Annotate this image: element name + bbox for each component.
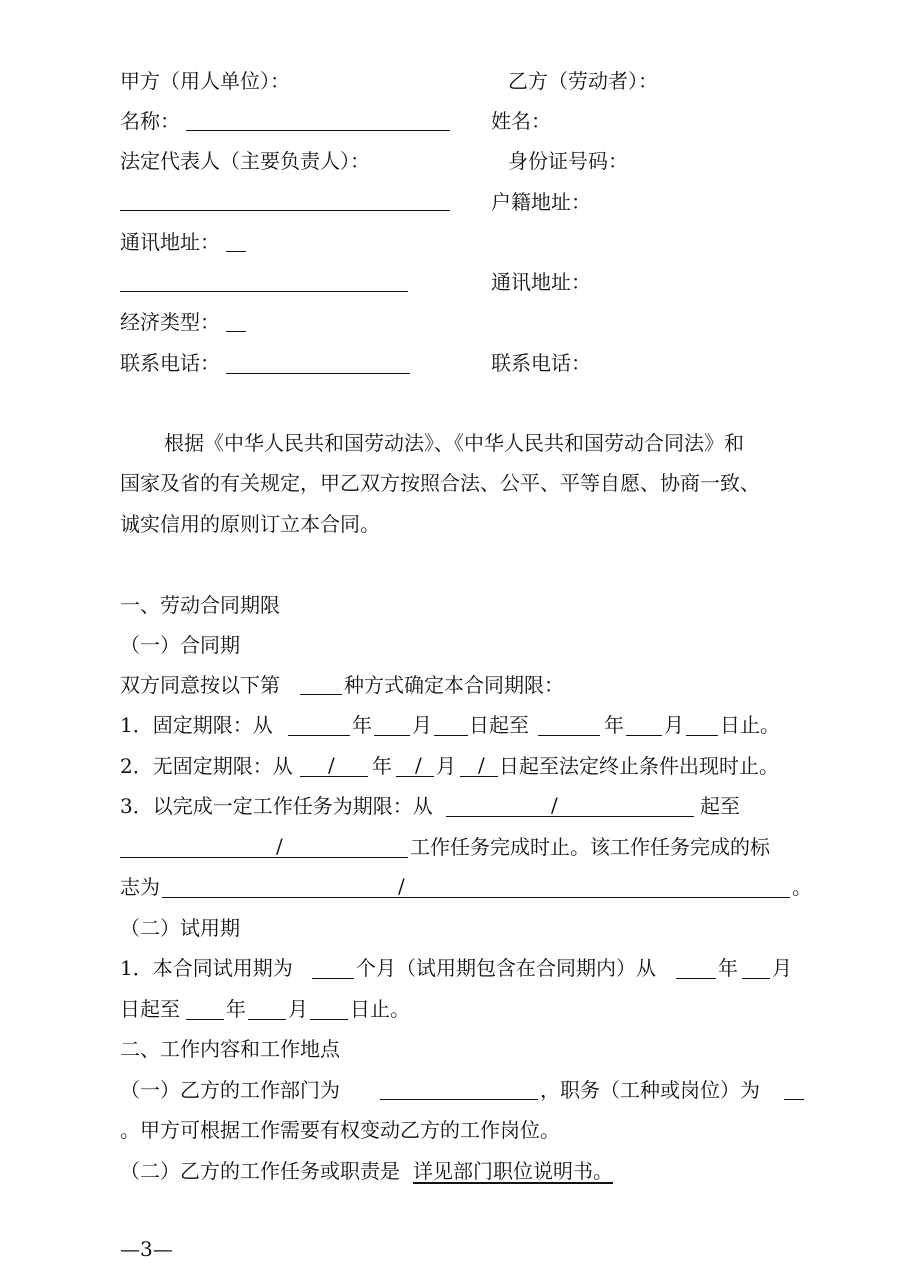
task-term-line-3-prefix: 志为 xyxy=(120,875,160,899)
fixed-term-start-year-field[interactable] xyxy=(288,735,350,736)
section-1-title: 一、劳动合同期限 xyxy=(120,593,280,617)
probation-months-field[interactable] xyxy=(312,978,354,979)
duty-value: 详见部门职位说明书。 xyxy=(413,1159,613,1183)
fixed-term-year-2: 年 xyxy=(604,713,624,737)
party-b-address-label: 通讯地址： xyxy=(491,270,591,294)
party-a-legal-rep-label: 法定代表人（主要负责人）： xyxy=(120,149,370,173)
probation-start-year-field[interactable] xyxy=(676,978,716,979)
probation-prefix: 1．本合同试用期为 xyxy=(120,956,293,980)
preamble-line-3: 诚实信用的原则订立本合同。 xyxy=(120,512,380,536)
page-number: —3— xyxy=(120,1237,173,1261)
probation-month: 月 xyxy=(772,956,792,980)
nonfixed-term-month: 月 xyxy=(436,754,456,778)
probation-start-day-field[interactable] xyxy=(186,1019,224,1020)
task-term-end-field[interactable] xyxy=(120,857,408,858)
party-a-phone-field[interactable] xyxy=(226,373,410,374)
fixed-term-end-month-field[interactable] xyxy=(626,735,662,736)
term-choice-field[interactable] xyxy=(300,694,342,695)
party-b-heading: 乙方（劳动者）： xyxy=(508,69,658,93)
party-a-phone-label: 联系电话： xyxy=(120,351,220,375)
fixed-term-end-day-field[interactable] xyxy=(686,735,718,736)
fixed-term-month-2: 月 xyxy=(664,713,684,737)
preamble-line-1: 根据《中华人民共和国劳动法》、《中华人民共和国劳动合同法》和 xyxy=(164,431,744,455)
fixed-term-end-year-field[interactable] xyxy=(538,735,600,736)
duty-prefix: （二）乙方的工作任务或职责是 xyxy=(120,1159,400,1183)
party-a-address-label: 通讯地址： xyxy=(120,230,220,254)
task-term-line-3-end: 。 xyxy=(792,875,812,899)
party-b-phone-label: 联系电话： xyxy=(491,351,591,375)
fixed-term-day-1: 日起至 xyxy=(469,713,529,737)
section-2-title: 二、工作内容和工作地点 xyxy=(120,1037,340,1061)
party-b-household-label: 户籍地址： xyxy=(491,190,591,214)
task-term-start-field[interactable] xyxy=(446,816,694,817)
party-a-name-label: 名称： xyxy=(120,109,180,133)
nonfixed-term-prefix: 2．无固定期限：从 xyxy=(120,754,293,778)
nonfixed-term-year: 年 xyxy=(372,754,392,778)
fixed-term-prefix: 1．固定期限：从 xyxy=(120,713,273,737)
section-1-sub-1: （一）合同期 xyxy=(120,633,240,657)
probation-start-month-field[interactable] xyxy=(742,978,770,979)
party-a-legal-rep-field[interactable] xyxy=(120,210,450,211)
party-a-heading: 甲方（用人单位）： xyxy=(120,69,290,93)
party-a-name-field[interactable] xyxy=(186,130,450,131)
party-a-address-field-short[interactable] xyxy=(226,251,246,252)
task-completion-mark-slash: / xyxy=(398,874,405,898)
party-a-economy-type-label: 经济类型： xyxy=(120,310,220,334)
fixed-term-start-day-field[interactable] xyxy=(434,735,468,736)
fixed-term-end: 日止。 xyxy=(720,713,780,737)
probation-months-text: 个月（试用期包含在合同期内）从 xyxy=(356,956,656,980)
nonfixed-term-day-slash: / xyxy=(478,753,485,777)
probation-end: 日止。 xyxy=(350,997,410,1021)
term-choice-text-a: 双方同意按以下第 xyxy=(120,673,280,697)
department-field[interactable] xyxy=(380,1099,538,1100)
nonfixed-term-end: 日起至法定终止条件出现时止。 xyxy=(499,754,779,778)
probation-month-2: 月 xyxy=(288,997,308,1021)
probation-year-2: 年 xyxy=(226,997,246,1021)
probation-end-month-field[interactable] xyxy=(310,1019,348,1020)
department-prefix: （一）乙方的工作部门为 xyxy=(120,1078,340,1102)
position-adjust-text: 。甲方可根据工作需要有权变动乙方的工作岗位。 xyxy=(120,1118,560,1142)
party-a-address-field[interactable] xyxy=(120,291,408,292)
fixed-term-start-month-field[interactable] xyxy=(374,735,410,736)
party-a-economy-type-field[interactable] xyxy=(226,331,246,332)
probation-year: 年 xyxy=(718,956,738,980)
task-term-prefix: 3．以完成一定工作任务为期限：从 xyxy=(120,794,433,818)
department-suffix: ，职务（工种或岗位）为 xyxy=(540,1078,760,1102)
position-field[interactable] xyxy=(784,1099,804,1100)
task-term-end-slash: / xyxy=(276,834,283,858)
nonfixed-term-month-slash: / xyxy=(415,753,422,777)
party-b-id-label: 身份证号码： xyxy=(508,149,628,173)
probation-line-2-start: 日起至 xyxy=(120,997,180,1021)
term-choice-text-b: 种方式确定本合同期限： xyxy=(344,673,564,697)
task-term-line-2-end: 工作任务完成时止。该工作任务完成的标 xyxy=(410,835,770,859)
preamble-line-2: 国家及省的有关规定，甲乙双方按照合法、公平、平等自愿、协商一致、 xyxy=(120,471,760,495)
party-b-name-label: 姓名： xyxy=(491,109,551,133)
task-term-start-slash: / xyxy=(551,793,558,817)
nonfixed-term-year-slash: / xyxy=(328,753,335,777)
fixed-term-month-1: 月 xyxy=(412,713,432,737)
task-term-until: 起至 xyxy=(700,794,740,818)
section-1-sub-2: （二）试用期 xyxy=(120,916,240,940)
task-completion-mark-field[interactable] xyxy=(162,897,790,898)
fixed-term-year-1: 年 xyxy=(352,713,372,737)
probation-end-year-field[interactable] xyxy=(248,1019,286,1020)
